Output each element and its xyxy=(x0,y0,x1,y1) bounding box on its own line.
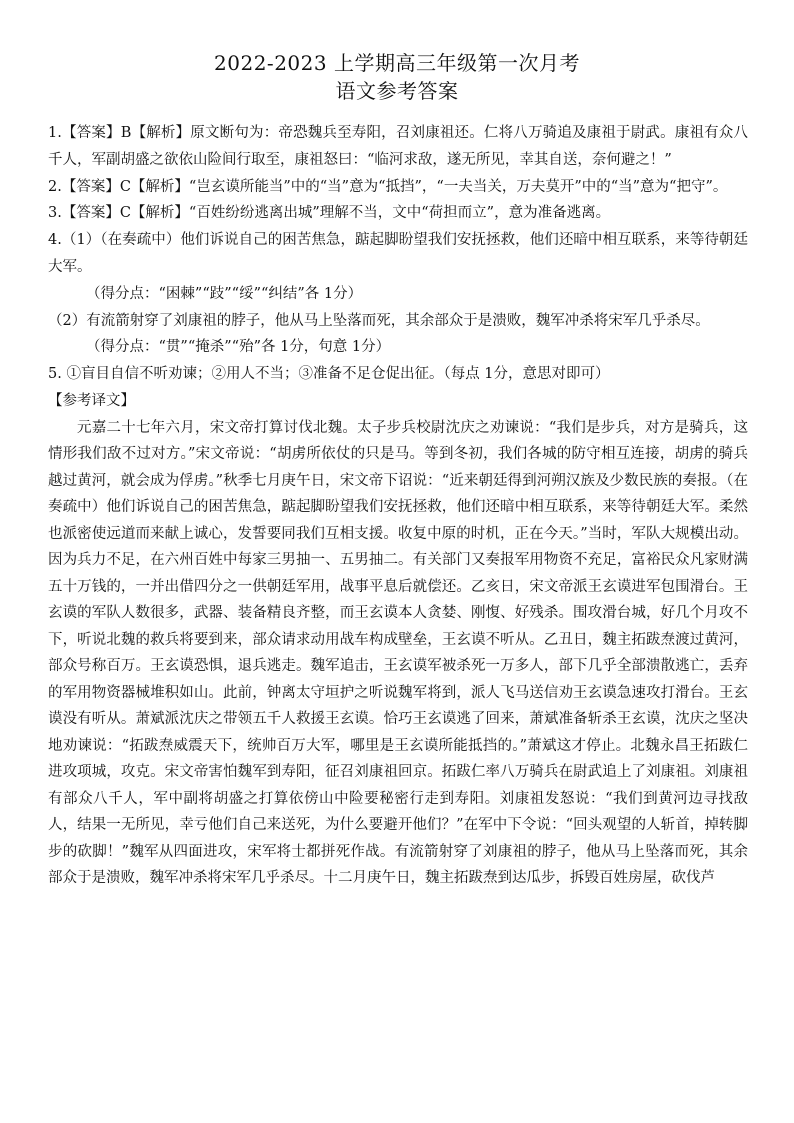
exam-title: 2022-2023 上学期高三年级第一次月考 xyxy=(214,51,580,75)
scoring-points-4-2: （得分点：“贯”“掩杀”“殆”各 1分，句意 1分） xyxy=(86,339,391,356)
scoring-points-4-1: （得分点：“困棘”“跂”“绥”“纠结”各 1分） xyxy=(86,285,363,302)
answer-key-subtitle: 语文参考答案 xyxy=(335,79,459,103)
answer-item-2: 2.【答案】C【解析】“岂玄谟所能当”中的“当”意为“抵挡”，“一夫当关，万夫莫开”中的“当”意为“把守”。 xyxy=(48,178,728,195)
reference-translation-heading: 【参考译文】 xyxy=(48,392,135,409)
answer-content xyxy=(48,120,748,892)
answer-item-5: 5. ①盲目自信不听劝谏；②用人不当；③准备不足仓促出征。（每点 1分，意思对即可） xyxy=(48,366,610,383)
answer-item-1: 1.【答案】B【解析】原文断句为：帝恐魏兵至寿阳，召刘康祖还。仁将八万骑追及康祖于尉武。康祖有众八千人，军副胡盛之欲依山险间行取至，康祖怒曰：“临河求敌，遂无所见，幸其自送，奈何避之！” xyxy=(48,125,748,168)
answer-item-4-part-1: 4.（1）（在奏疏中）他们诉说自己的困苦焦急，踮起脚盼望我们安抚拯救，他们还暗中相互联系，来等待朝廷大军。 xyxy=(48,232,748,275)
answer-item-3: 3.【答案】C【解析】“百姓纷纷逃离出城”理解不当，文中“荷担而立”，意为准备逃离。 xyxy=(48,205,611,222)
reference-translation-text: 元嘉二十七年六月，宋文帝打算讨伐北魏。太子步兵校尉沈庆之劝谏说：“我们是步兵，对方是骑兵，这情形我们敌不过对方。”宋文帝说：“胡虏所依仗的只是马。等到冬初，我们各城的防守相互连接，胡虏的骑兵越过黄河，就会成为俘虏。”秋季七月庚午日，宋文帝下诏说：“近来朝廷得到河朔汉族及少数民族的奏报。（在奏疏中）他们诉说自己的困苦焦急，踮起脚盼望我们安抚拯救，他们还暗中相互联系，来等待朝廷大军。柔然也派密使远道而来献上诚心，发誓要同我们互相支援。收复中原的时机，正在今天。”当时，军队大规模出动。因为兵力不足，在六州百姓中每家三男抽一、五男抽二。有关部门又奏报军用物资不充足，富裕民众凡家财满五十万钱的，一并出借四分之一供朝廷军用，战事平息后就偿还。乙亥日，宋文帝派王玄谟进军包围滑台。王玄谟的军队人数很多，武器、装备精良齐整，而王玄谟本人贪婪、刚愎、好残杀。围攻滑台城，好几个月攻不下，听说北魏的救兵将要到来，部众请求动用战车构成壁垒，王玄谟不听从。乙丑日，魏主拓跋焘渡过黄河，部众号称百万。王玄谟恐惧，退兵逃走。魏军追击，王玄谟军被杀死一万多人，部下几乎全部溃散逃亡，丢弃的军用物资器械堆积如山。此前，钟离太守垣护之听说魏军将到，派人飞马送信劝王玄谟急速攻打滑台。王玄谟没有听从。萧斌派沈庆之带领五千人救援王玄谟。恰巧王玄谟逃了回来，萧斌准备斩杀王玄谟，沈庆之坚决地劝谏说：“拓跋焘威震天下，统帅百万大军，哪里是王玄谟所能抵挡的。”萧斌这才停止。北魏永昌王拓跋仁进攻项城，攻克。宋文帝害怕魏军到寿阳，征召刘康祖回京。拓跋仁率八万骑兵在尉武追上了刘康祖。刘康祖有部众八千人，军中副将胡盛之打算依傍山中险要秘密行走到寿阳。刘康祖发怒说：“我们到黄河边寻找敌人，结果一无所见，幸亏他们自己来送死，为什么要避开他们？”在军中下令说：“回头观望的人斩首，掉转脚步的砍脚！”魏军从四面进攻，宋军将士都拼死作战。有流箭射穿了刘康祖的脖子，他从马上坠落而死，其余部众于是溃败，魏军冲杀将宋军几乎杀尽。十二月庚午日，魏主拓跋焘到达瓜步，拆毁百姓房屋，砍伐芦 xyxy=(48,419,748,887)
answer-item-4-part-2: （2）有流箭射穿了刘康祖的脖子，他从马上坠落而死，其余部众于是溃败，魏军冲杀将宋军几乎杀尽。 xyxy=(48,312,710,329)
